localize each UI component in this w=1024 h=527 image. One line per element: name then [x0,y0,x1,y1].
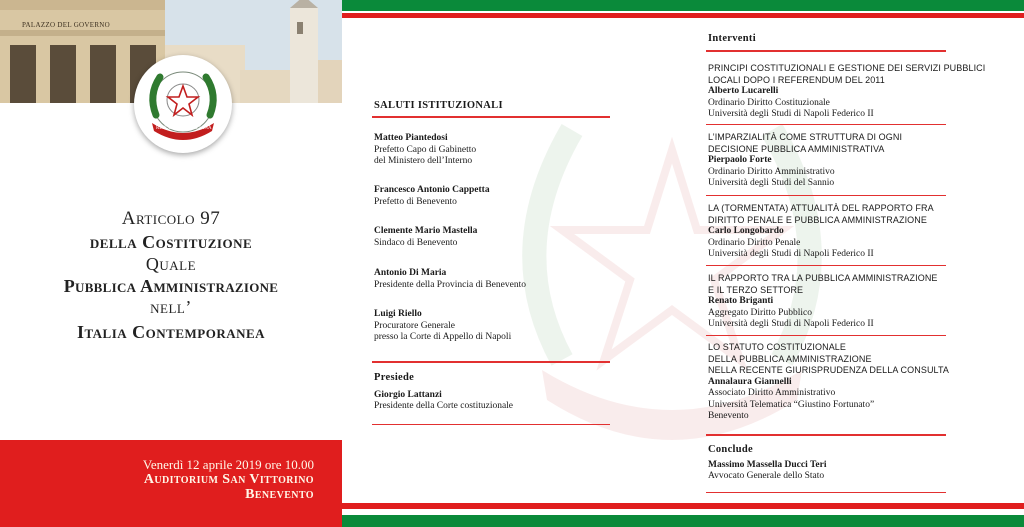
speaker-role: Ordinario Diritto Penale [708,237,801,248]
saluti-person [374,309,511,344]
conclude-heading: Conclude [708,444,753,455]
interventi-divider [706,50,946,52]
talk-topic: LO STATUTO COSTITUZIONALE [708,342,847,352]
interventi-heading-wrap [708,33,756,45]
talk-topic: DECISIONE PUBBLICA AMMINISTRATIVA [708,143,885,154]
person-name: Giorgio Lattanzi [374,389,442,400]
emblem-ribbon-text: REPUBBLICA ITALIANA [156,126,212,131]
speaker-name: Pierpaolo Forte [708,155,772,165]
person-name: Matteo Piantedosi [374,133,448,143]
cover-panel [0,0,342,527]
person-name: Francesco Antonio Cappetta [374,185,490,195]
person-role: Prefetto Capo di Gabinetto [374,144,477,155]
saluti-person [374,268,526,291]
presiede-section [374,372,513,413]
conclude-divider-top [706,434,946,436]
person-role: Prefetto di Benevento [374,196,457,207]
talk-topic: DIRITTO PENALE E PUBBLICA AMMINISTRAZIONE [708,214,927,225]
talk-item [708,132,902,190]
talk-divider [706,124,946,125]
presiede-heading: Presiede [374,372,415,383]
title-line-6: Italia Contemporanea [76,322,266,342]
speaker-role: Benevento [708,411,749,421]
saluti-person [374,133,476,168]
talk-divider [706,195,946,196]
person-role: Procuratore Generale [374,320,455,331]
speaker-name: Carlo Longobardo [708,226,784,236]
talk-topic: LA (TORMENTATA) ATTUALITÀ DEL RAPPORTO FRA [708,203,934,213]
talk-topic: DELLA PUBBLICA AMMINISTRAZIONE [708,353,872,364]
talk-item [708,63,985,121]
talk-divider [706,265,946,266]
talk-divider [706,335,946,336]
event-city: Benevento [245,487,314,502]
talk-topic: PRINCIPI COSTITUZIONALI E GESTIONE DEI SERVIZI PUBBLICI [708,63,986,73]
person-name: Clemente Mario Mastella [374,226,478,236]
speaker-name: Annalaura Giannelli [708,376,792,387]
speaker-role: Ordinario Diritto Amministrativo [708,166,835,177]
talk-item [708,342,949,423]
person-role: presso la Corte di Appello di Napoli [374,332,512,342]
program-panel [342,0,1024,527]
saluti-divider [372,116,610,118]
person-role: del Ministero dell’Interno [374,156,473,166]
speaker-name: Alberto Lucarelli [708,86,779,96]
speaker-role: Università degli Studi di Napoli Federico II [708,319,874,329]
flag-stripe-top [342,0,1024,18]
person-role: Sindaco di Benevento [374,237,458,248]
speaker-role: Università degli Studi di Napoli Federico II [708,249,874,259]
talk-topic: LOCALI DOPO I REFERENDUM DEL 2011 [708,74,885,85]
event-venue: Auditorium San Vittorino [143,472,314,487]
event-info-band [0,440,342,527]
saluti-section [374,100,614,112]
person-role: Avvocato Generale dello Stato [708,471,825,481]
person-name: Luigi Riello [374,309,422,319]
title-line-1: Articolo 97 [121,208,221,229]
presiede-divider-bottom [372,424,610,425]
photo-sign: PALAZZO DEL GOVERNO [22,21,111,29]
talk-item [708,273,938,331]
speaker-role: Università degli Studi di Napoli Federico II [708,109,874,119]
presiede-divider-top [372,361,610,363]
title-line-5: nell’ [150,297,192,317]
talk-topic: L’IMPARZIALITÀ COME STRUTTURA DI OGNI [708,132,903,142]
conclude-section [708,444,826,483]
flag-stripe-bottom [342,503,1024,527]
saluti-person [374,226,477,249]
speaker-role: Aggregato Diritto Pubblico [708,307,812,318]
republic-emblem [134,55,232,153]
saluti-person [374,185,490,208]
speaker-role: Associato Diritto Amministrativo [708,388,836,398]
speaker-role: Ordinario Diritto Costituzionale [708,97,830,108]
person-role: Presidente della Provincia di Benevento [374,279,526,290]
speaker-role: Università degli Studi del Sannio [708,178,835,188]
title-line-2: della Costituzione [89,232,253,252]
title-line-4: Pubblica Amministrazione [63,276,279,296]
speaker-name: Renato Briganti [708,296,774,306]
conclude-divider-bottom [706,492,946,493]
person-name: Massimo Massella Ducci Teri [708,459,827,470]
talk-item [708,203,934,261]
interventi-heading: Interventi [708,33,756,44]
talk-topic: E IL TERZO SETTORE [708,284,804,295]
talk-topic: IL RAPPORTO TRA LA PUBBLICA AMMINISTRAZIONE [708,273,938,283]
talk-topic: NELLA RECENTE GIURISPRUDENZA DELLA CONSULTA [708,365,950,375]
person-name: Antonio Di Maria [374,268,447,278]
title-line-3: Quale [145,254,197,274]
event-date: Venerdì 12 aprile 2019 ore 10.00 [142,457,314,472]
person-role: Presidente della Corte costituzionale [374,401,514,411]
speaker-role: Università Telematica “Giustino Fortunato” [708,399,875,410]
saluti-heading: SALUTI ISTITUZIONALI [374,100,503,111]
